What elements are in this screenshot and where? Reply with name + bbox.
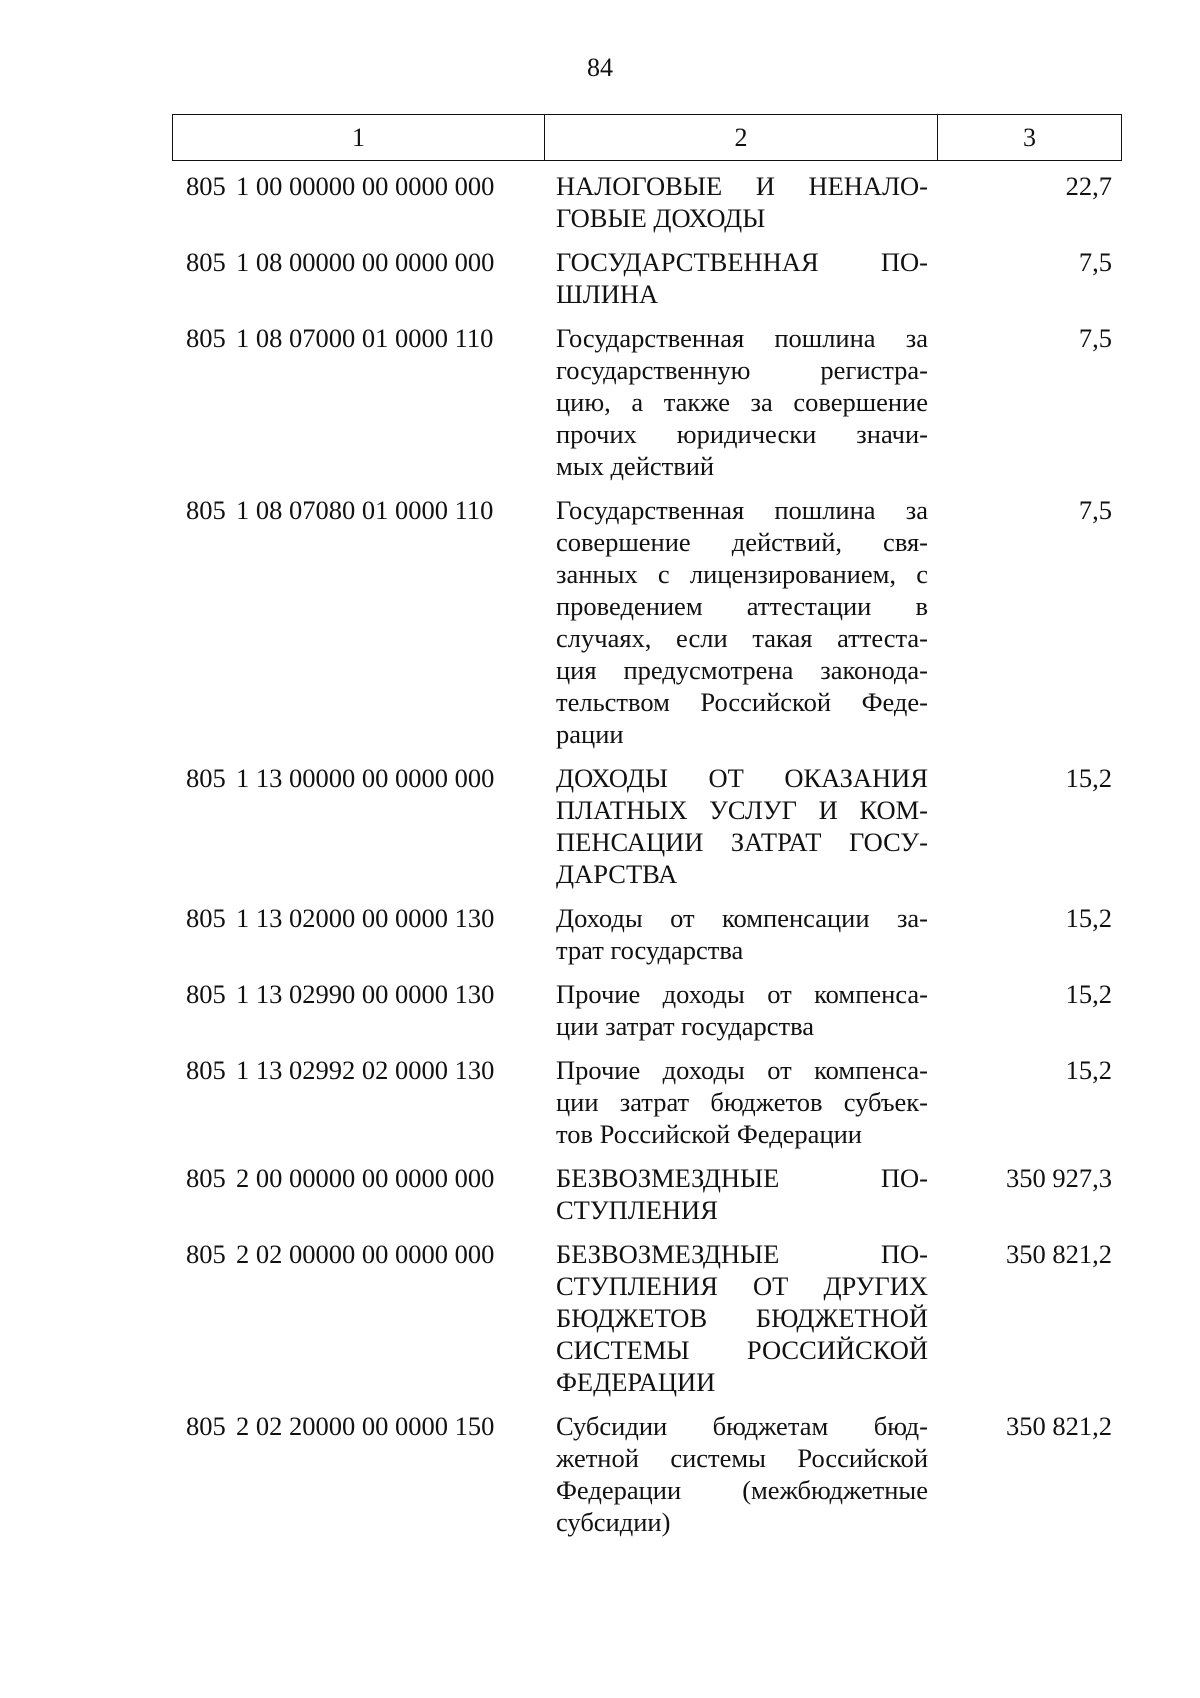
budget-classification-code: 1 08 07000 01 0000 110: [236, 323, 494, 353]
budget-classification-code: 2 02 20000 00 0000 150: [236, 1411, 495, 1441]
revenue-name-line: БЕЗВОЗМЕЗДНЫЕ ПО-: [556, 1163, 928, 1193]
budget-classification-code: 1 13 02000 00 0000 130: [236, 903, 495, 933]
revenue-name-line: ПЕНСАЦИИ ЗАТРАТ ГОСУ-: [556, 827, 928, 857]
revenue-name-line: проведением аттестации в: [556, 591, 928, 621]
revenue-name-line: ГОСУДАРСТВЕННАЯ ПО-: [556, 247, 928, 277]
revenue-name-line: ция предусмотрена законода-: [556, 655, 928, 685]
revenue-name-line: случаях, если такая аттеста-: [556, 623, 928, 653]
revenue-name-line: прочих юридически значи-: [556, 419, 928, 449]
revenue-name-line: субсидии): [556, 1507, 671, 1537]
revenue-name-line: рации: [556, 719, 624, 749]
table-row: [172, 762, 1122, 890]
header-col-2: 2: [545, 115, 938, 160]
admin-code: 805: [186, 903, 226, 933]
revenue-name-line: Доходы от компенсации за-: [556, 903, 928, 933]
admin-code: 805: [186, 1411, 226, 1441]
table-row: [172, 1238, 1122, 1398]
revenue-name: [542, 1162, 928, 1226]
revenue-name-line: ции затрат бюджетов субъек-: [556, 1087, 928, 1117]
budget-classification-code: 1 08 07080 01 0000 110: [236, 495, 494, 525]
revenue-name-line: ции затрат государства: [556, 1011, 815, 1041]
table-header: [172, 114, 1122, 161]
revenue-name-line: Федерации (межбюджетные: [556, 1475, 928, 1505]
header-col-3: 3: [1023, 122, 1036, 152]
revenue-name-line: Прочие доходы от компенса-: [556, 979, 928, 1009]
revenue-name-line: государственную регистра-: [556, 355, 928, 385]
budget-classification-code: 1 08 00000 00 0000 000: [236, 247, 495, 277]
revenue-name-line: НАЛОГОВЫЕ И НЕНАЛО-: [556, 171, 928, 201]
revenue-name-line: занных с лицензированием, с: [556, 559, 928, 589]
amount: 350 927,3: [1006, 1163, 1112, 1193]
amount: 15,2: [1065, 903, 1112, 933]
revenue-name-line: цию, а также за совершение: [556, 387, 928, 417]
table-row: [172, 1162, 1122, 1226]
admin-code: 805: [186, 495, 226, 525]
amount: 350 821,2: [1006, 1411, 1112, 1441]
revenue-name: [542, 902, 928, 966]
admin-code: 805: [186, 1239, 226, 1269]
revenue-name-line: Прочие доходы от компенса-: [556, 1055, 928, 1085]
revenue-name-line: тов Российской Федерации: [556, 1119, 862, 1149]
table-row: [172, 902, 1122, 966]
table-row: [172, 322, 1122, 482]
revenue-name-line: мых действий: [556, 451, 715, 481]
revenue-name: [542, 1238, 928, 1398]
revenue-name: [542, 246, 928, 310]
amount: 7,5: [1078, 247, 1112, 277]
amount: 15,2: [1065, 763, 1112, 793]
admin-code: 805: [186, 247, 226, 277]
table-body: [172, 170, 1122, 1550]
table-row: [172, 246, 1122, 310]
budget-classification-code: 2 00 00000 00 0000 000: [236, 1163, 495, 1193]
revenue-name: [542, 978, 928, 1042]
page-number: 84: [587, 53, 613, 82]
revenue-name-line: СТУПЛЕНИЯ: [556, 1195, 718, 1225]
budget-classification-code: 1 00 00000 00 0000 000: [236, 171, 495, 201]
revenue-name: [542, 1054, 928, 1150]
revenue-name-line: ДАРСТВА: [556, 859, 678, 889]
budget-classification-code: 1 13 02992 02 0000 130: [236, 1055, 495, 1085]
revenue-name: [542, 322, 928, 482]
table-row: [172, 978, 1122, 1042]
revenue-name-line: жетной системы Российской: [556, 1443, 928, 1473]
header-col-1: 1: [173, 115, 545, 160]
revenue-name-line: тельством Российской Феде-: [556, 687, 928, 717]
revenue-name: [542, 762, 928, 890]
revenue-name-line: СИСТЕМЫ РОССИЙСКОЙ: [556, 1335, 928, 1365]
revenue-name: [542, 170, 928, 234]
admin-code: 805: [186, 171, 226, 201]
admin-code: 805: [186, 1163, 226, 1193]
revenue-name-line: ДОХОДЫ ОТ ОКАЗАНИЯ: [556, 763, 928, 793]
admin-code: 805: [186, 1055, 226, 1085]
amount: 7,5: [1078, 495, 1112, 525]
amount: 350 821,2: [1006, 1239, 1112, 1269]
revenue-name-line: ШЛИНА: [556, 279, 659, 309]
revenue-name-line: ПЛАТНЫХ УСЛУГ И КОМ-: [556, 795, 928, 825]
revenue-name: [542, 1410, 928, 1538]
revenue-name-line: совершение действий, свя-: [556, 527, 928, 557]
budget-classification-code: 2 02 00000 00 0000 000: [236, 1239, 495, 1269]
revenue-name-line: Субсидии бюджетам бюд-: [556, 1411, 928, 1441]
amount: 15,2: [1065, 979, 1112, 1009]
table-row: [172, 494, 1122, 750]
table-row: [172, 170, 1122, 234]
admin-code: 805: [186, 979, 226, 1009]
admin-code: 805: [186, 323, 226, 353]
revenue-name-line: БЕЗВОЗМЕЗДНЫЕ ПО-: [556, 1239, 928, 1269]
revenue-name-line: СТУПЛЕНИЯ ОТ ДРУГИХ: [556, 1271, 928, 1301]
amount: 22,7: [1065, 171, 1112, 201]
revenue-name: [542, 494, 928, 750]
revenue-name-line: Государственная пошлина за: [556, 495, 928, 525]
admin-code: 805: [186, 763, 226, 793]
table-row: [172, 1410, 1122, 1538]
revenue-name-line: трат государства: [556, 935, 744, 965]
budget-classification-code: 1 13 00000 00 0000 000: [236, 763, 495, 793]
table-row: [172, 1054, 1122, 1150]
amount: 15,2: [1065, 1055, 1112, 1085]
budget-classification-code: 1 13 02990 00 0000 130: [236, 979, 495, 1009]
revenue-name-line: ФЕДЕРАЦИИ: [556, 1367, 716, 1397]
revenue-name-line: Государственная пошлина за: [556, 323, 928, 353]
revenue-name-line: БЮДЖЕТОВ БЮДЖЕТНОЙ: [556, 1303, 928, 1333]
revenue-name-line: ГОВЫЕ ДОХОДЫ: [556, 203, 766, 233]
amount: 7,5: [1078, 323, 1112, 353]
